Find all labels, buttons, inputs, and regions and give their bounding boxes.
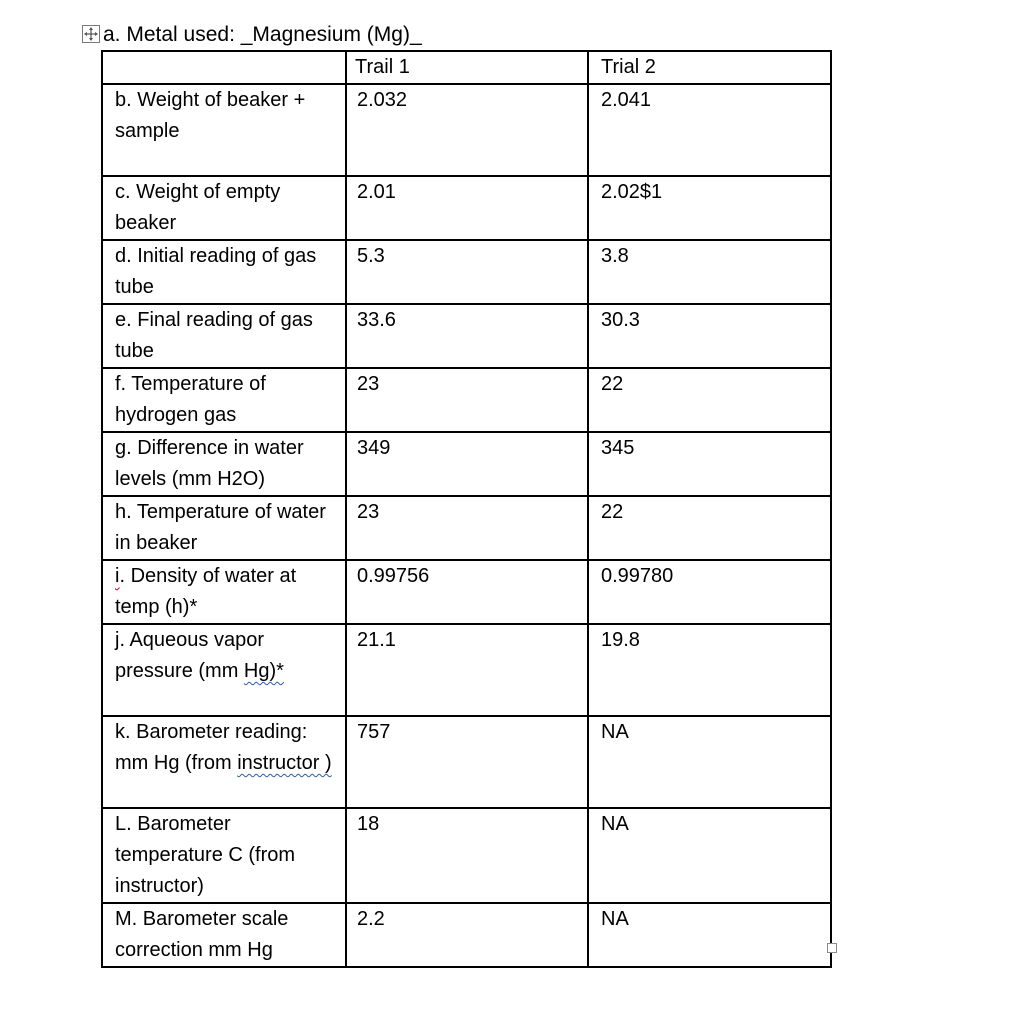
table-resize-handle[interactable] <box>827 943 837 953</box>
row-m-trial-1: 2.2 <box>346 903 588 967</box>
row-j-trial-1: 21.1 <box>346 624 588 716</box>
row-label-h: h. Temperature of water in beaker <box>102 496 346 560</box>
row-label-i-text: . Density of water at temp (h)* <box>115 565 297 618</box>
table-row-e <box>102 304 831 368</box>
row-label-j-marked: Hg)* <box>243 660 284 682</box>
row-i-trial-1: 0.99756 <box>346 560 588 624</box>
table-move-handle[interactable] <box>82 25 100 43</box>
table-row-m <box>102 903 831 967</box>
row-b-trial-2: 2.041 <box>588 84 831 176</box>
row-h-trial-1: 23 <box>346 496 588 560</box>
row-label-e: e. Final reading of gas tube <box>102 304 346 368</box>
header-label-cell <box>102 51 346 84</box>
row-b-trial-1: 2.032 <box>346 84 588 176</box>
row-e-trial-2: 30.3 <box>588 304 831 368</box>
row-label-c: c. Weight of empty beaker <box>102 176 346 240</box>
row-label-k-text: k. Barometer reading: mm Hg (from <box>115 721 308 774</box>
move-arrows-icon <box>83 26 99 42</box>
table-row-c <box>102 176 831 240</box>
row-label-f: f. Temperature of hydrogen gas <box>102 368 346 432</box>
row-k-trial-2: NA <box>588 716 831 808</box>
row-label-d: d. Initial reading of gas tube <box>102 240 346 304</box>
row-label-i-letter: i <box>115 565 120 587</box>
row-f-trial-1: 23 <box>346 368 588 432</box>
table-row-h <box>102 496 831 560</box>
metal-used-heading: a. Metal used: _Magnesium (Mg)_ <box>103 23 422 46</box>
row-g-trial-1: 349 <box>346 432 588 496</box>
row-label-l: L. Barometer temperature C (from instructor) <box>102 808 346 903</box>
row-label-g: g. Difference in water levels (mm H2O) <box>102 432 346 496</box>
row-m-trial-2: NA <box>588 903 831 967</box>
row-e-trial-1: 33.6 <box>346 304 588 368</box>
row-label-j-text: j. Aqueous vapor pressure (mm <box>115 629 264 682</box>
row-g-trial-2: 345 <box>588 432 831 496</box>
row-d-trial-1: 5.3 <box>346 240 588 304</box>
header-trial-1: Trail 1 <box>346 51 588 84</box>
table-row-k <box>102 716 831 808</box>
row-l-trial-1: 18 <box>346 808 588 903</box>
row-f-trial-2: 22 <box>588 368 831 432</box>
table-row-i <box>102 560 831 624</box>
row-label-m: M. Barometer scale correction mm Hg <box>102 903 346 967</box>
row-d-trial-2: 3.8 <box>588 240 831 304</box>
data-table <box>101 50 832 968</box>
row-h-trial-2: 22 <box>588 496 831 560</box>
table-row-d <box>102 240 831 304</box>
table-row-j <box>102 624 831 716</box>
row-label-k-marked: instructor ) <box>237 752 332 774</box>
table-row-b <box>102 84 831 176</box>
row-j-trial-2: 19.8 <box>588 624 831 716</box>
row-label-i <box>102 560 346 624</box>
row-l-trial-2: NA <box>588 808 831 903</box>
table-row-l <box>102 808 831 903</box>
row-c-trial-2: 2.02$1 <box>588 176 831 240</box>
row-c-trial-1: 2.01 <box>346 176 588 240</box>
row-i-trial-2: 0.99780 <box>588 560 831 624</box>
table-row-f <box>102 368 831 432</box>
row-label-k <box>102 716 346 808</box>
table-header-row <box>102 51 831 84</box>
row-label-b: b. Weight of beaker + sample <box>102 84 346 176</box>
header-trial-2: Trial 2 <box>588 51 831 84</box>
row-label-j <box>102 624 346 716</box>
row-k-trial-1: 757 <box>346 716 588 808</box>
table-row-g <box>102 432 831 496</box>
